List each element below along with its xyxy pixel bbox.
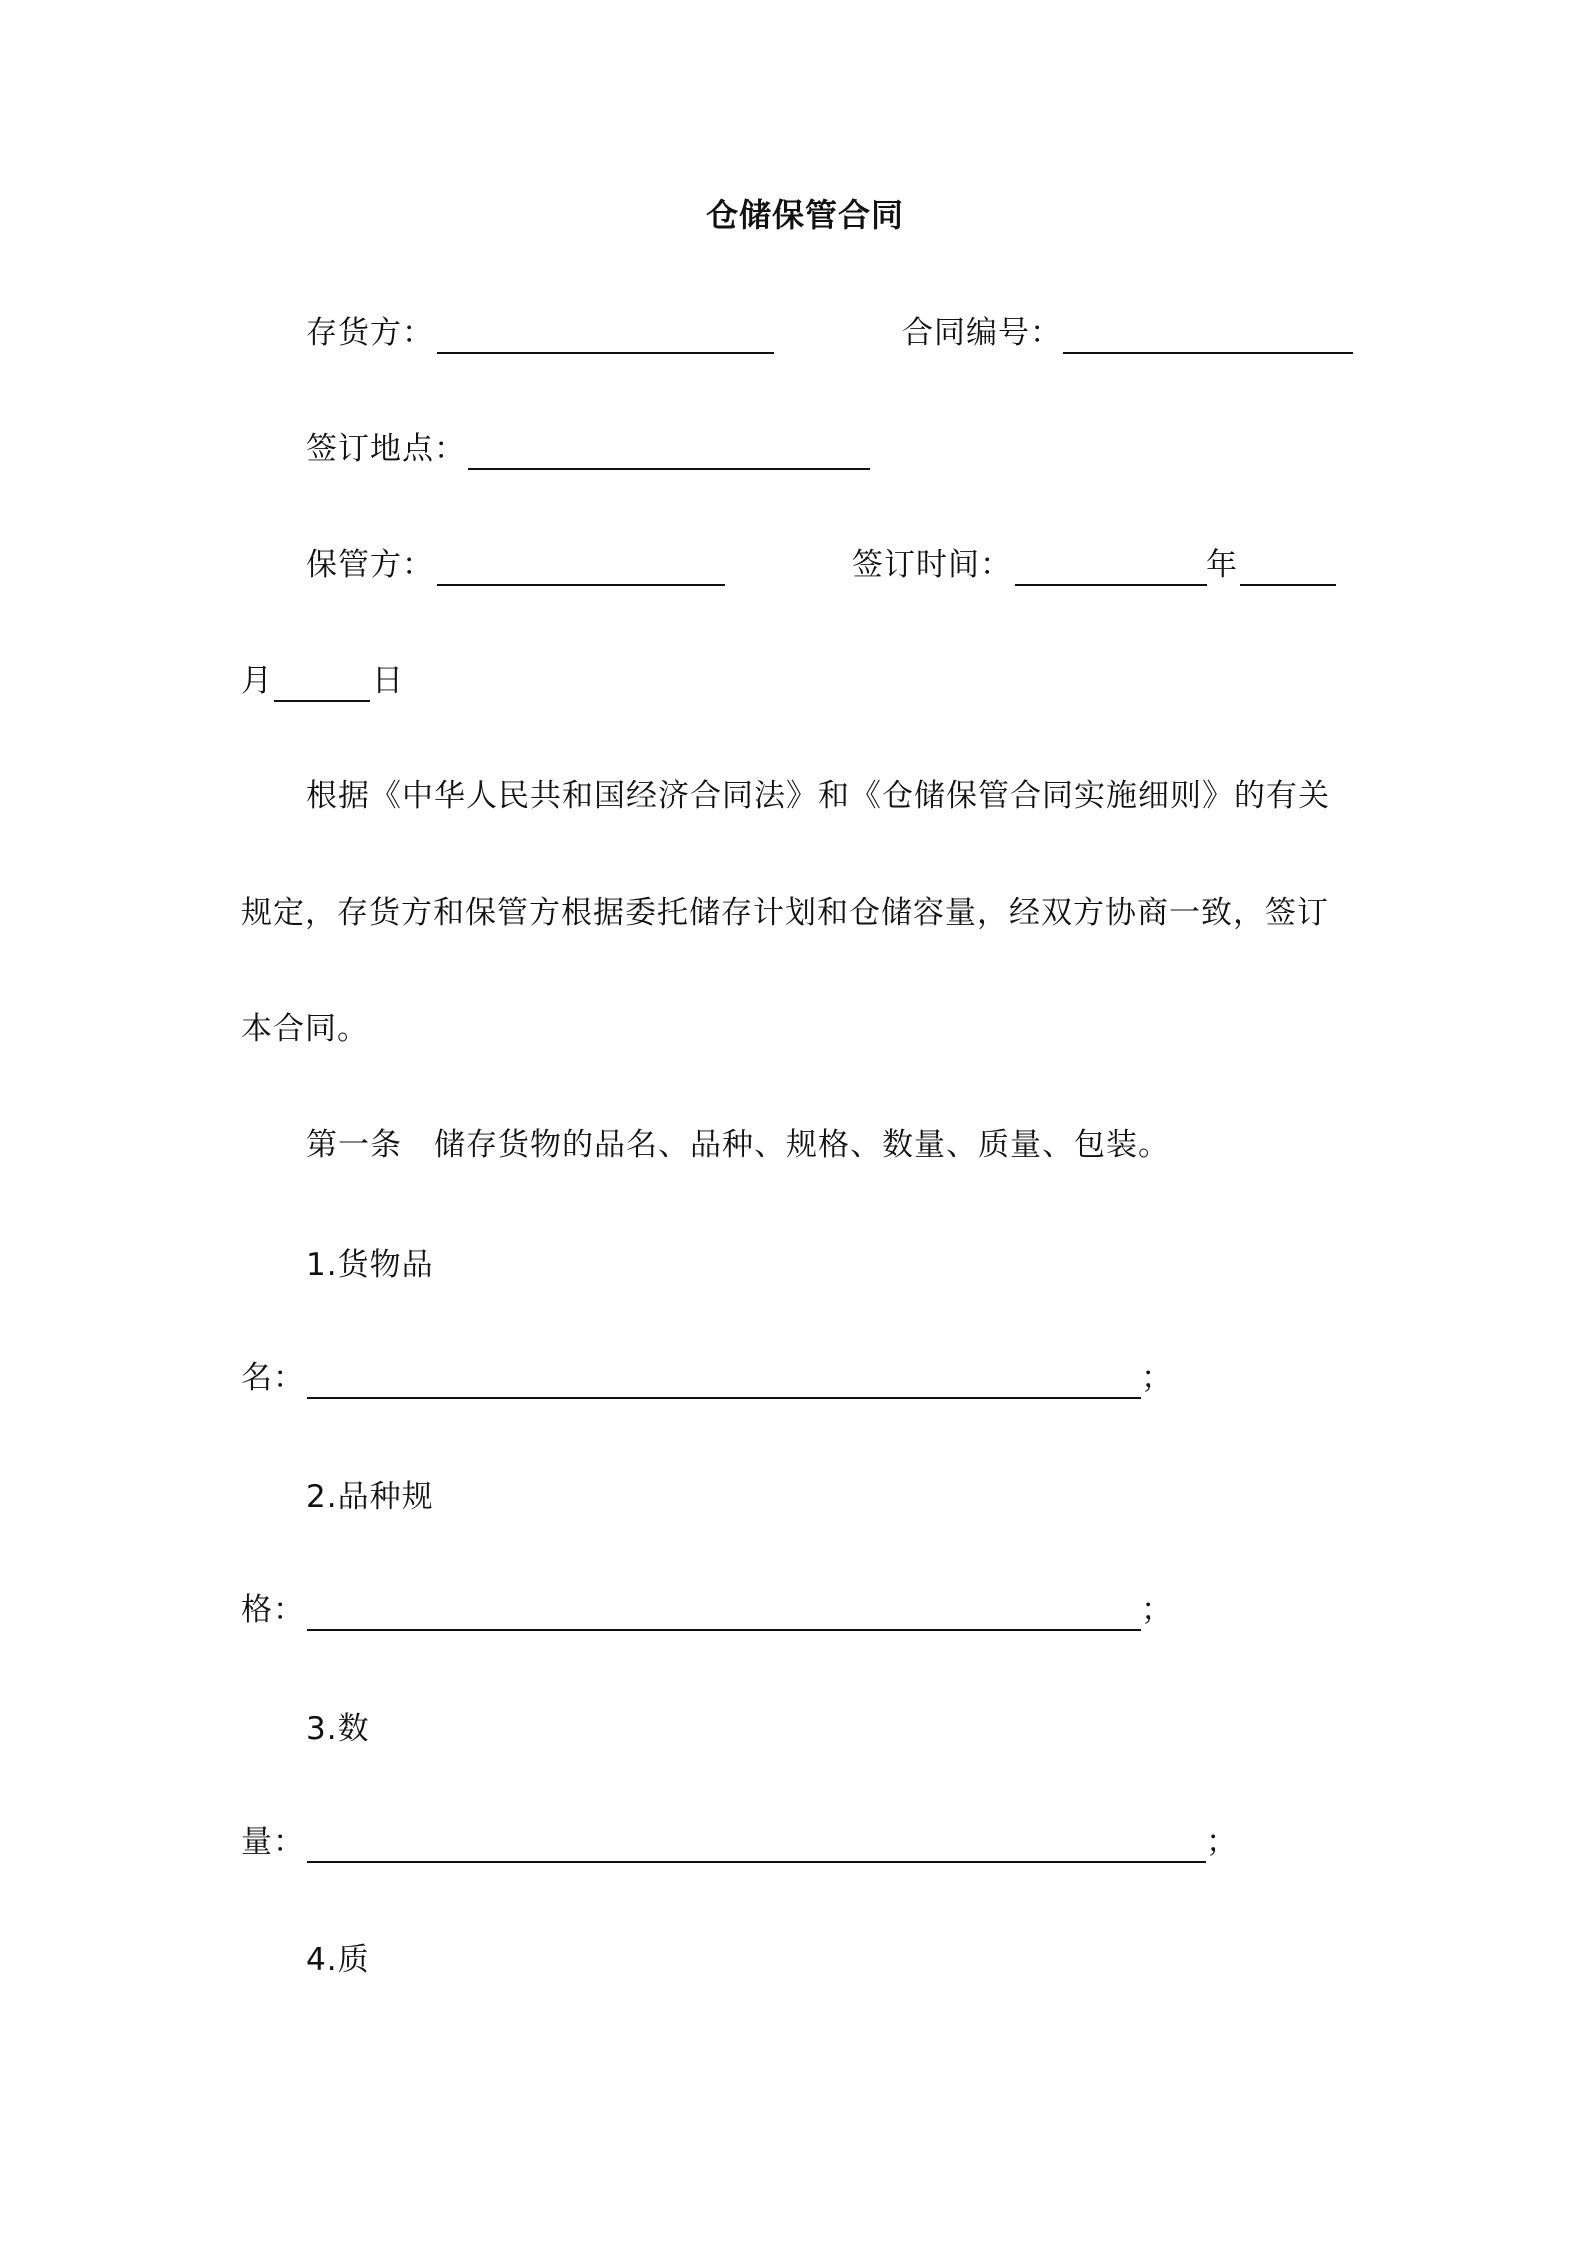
item-3-label-cont: 量： — [241, 1824, 305, 1860]
item-3-blank[interactable] — [307, 1861, 1206, 1863]
item-3-label: 3.数 — [306, 1711, 370, 1747]
preamble-line-1: 根据《中华人民共和国经济合同法》和《仓储保管合同实施细则》的有关 — [306, 778, 1330, 814]
contract-number-label: 合同编号： — [902, 315, 1062, 351]
item-3-end: ； — [1206, 1824, 1238, 1860]
sign-place-blank[interactable] — [468, 468, 870, 470]
year-label: 年 — [1206, 547, 1238, 583]
custodian-label: 保管方： — [306, 547, 434, 583]
item-2-label-cont: 格： — [241, 1592, 305, 1628]
item-2-end: ； — [1141, 1592, 1173, 1628]
preamble-line-3: 本合同。 — [241, 1011, 369, 1047]
item-2-blank[interactable] — [307, 1629, 1141, 1631]
item-1-blank[interactable] — [307, 1397, 1141, 1399]
article-1-heading: 第一条 储存货物的品名、品种、规格、数量、质量、包装。 — [306, 1127, 1170, 1163]
custodian-blank[interactable] — [437, 584, 725, 586]
item-2-label: 2.品种规 — [306, 1479, 434, 1515]
depositor-label: 存货方： — [306, 315, 434, 351]
month-label: 月 — [241, 663, 273, 699]
day-label: 日 — [372, 663, 404, 699]
preamble-line-2: 规定，存货方和保管方根据委托储存计划和仓储容量，经双方协商一致，签订 — [241, 895, 1329, 931]
item-4-label: 4.质 — [306, 1942, 370, 1978]
sign-month-blank[interactable] — [1240, 584, 1336, 586]
sign-time-label: 签订时间： — [852, 547, 1012, 583]
contract-number-blank[interactable] — [1063, 352, 1353, 354]
item-1-label-cont: 名： — [241, 1360, 305, 1396]
depositor-blank[interactable] — [437, 352, 774, 354]
item-1-label: 1.货物品 — [306, 1247, 434, 1283]
sign-day-blank[interactable] — [274, 700, 370, 702]
sign-year-blank[interactable] — [1015, 584, 1207, 586]
document-title: 仓储保管合同 — [706, 196, 905, 234]
sign-place-label: 签订地点： — [306, 431, 466, 467]
item-1-end: ； — [1141, 1360, 1173, 1396]
